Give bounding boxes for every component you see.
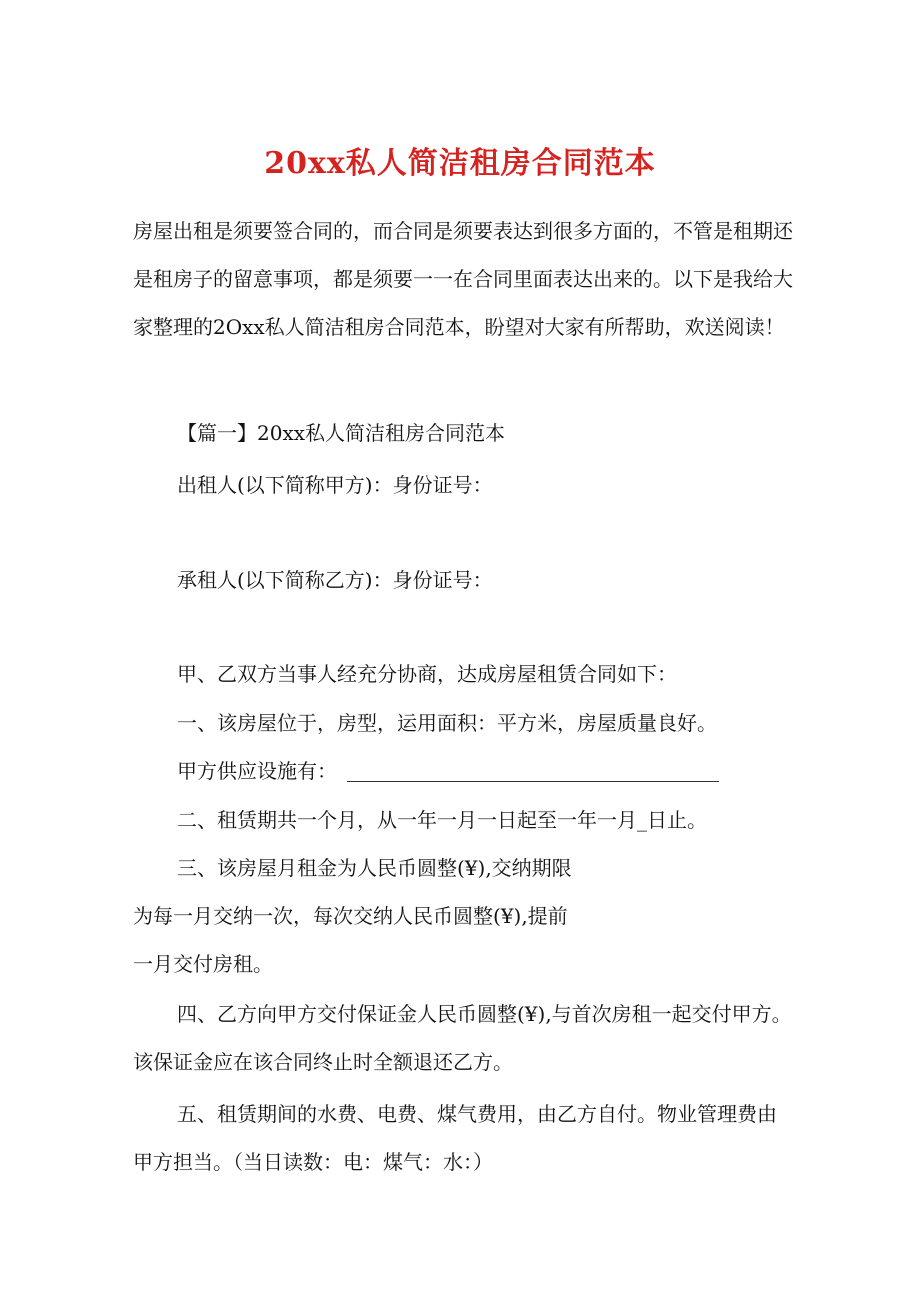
clause-4-line-1: 四、乙方向甲方交付保证金人民币圆整(¥),与首次房租一起交付甲方。	[177, 1002, 792, 1026]
clause-5-line-2: 甲方担当。（当日读数：电：煤气：水：）	[133, 1150, 493, 1174]
clause-3-line-2: 为每一月交纳一次，每次交纳人民币圆整(¥),提前	[133, 904, 568, 928]
lessor-line: 出租人(以下简称甲方)：身份证号：	[177, 473, 493, 497]
facilities-blank	[347, 761, 719, 782]
section-heading: 【篇一】20xx私人简洁租房合同范本	[177, 421, 506, 445]
clause-3-line-1: 三、该房屋月租金为人民币圆整(¥),交纳期限	[177, 856, 572, 880]
intro-line-1: 房屋出租是须要签合同的，而合同是须要表达到很多方面的，不管是租期还	[133, 219, 793, 243]
facilities-line	[177, 757, 719, 785]
document-title: 20xx私人简洁租房合同范本	[264, 146, 656, 181]
intro-line-2: 是租房子的留意事项，都是须要一一在合同里面表达出来的。以下是我给大	[133, 267, 793, 291]
clause-1: 一、该房屋位于，房型，运用面积：平方米，房屋质量良好。	[177, 711, 717, 735]
clause-4-line-2: 该保证金应在该合同终止时全额退还乙方。	[133, 1050, 513, 1074]
intro-line-3: 家整理的2Oxx私人简洁租房合同范本，盼望对大家有所帮助，欢送阅读！	[133, 315, 785, 339]
lessee-line: 承租人(以下简称乙方)：身份证号：	[177, 568, 493, 592]
clause-3-line-3: 一月交付房租。	[133, 952, 273, 976]
agreement-line: 甲、乙双方当事人经充分协商，达成房屋租赁合同如下：	[177, 662, 677, 686]
clause-2: 二、租赁期共一个月，从一年一月一日起至一年一月_日止。	[177, 808, 707, 832]
clause-5-line-1: 五、租赁期间的水费、电费、煤气费用，由乙方自付。物业管理费由	[177, 1102, 777, 1126]
facilities-label: 甲方供应设施有：	[177, 759, 337, 783]
